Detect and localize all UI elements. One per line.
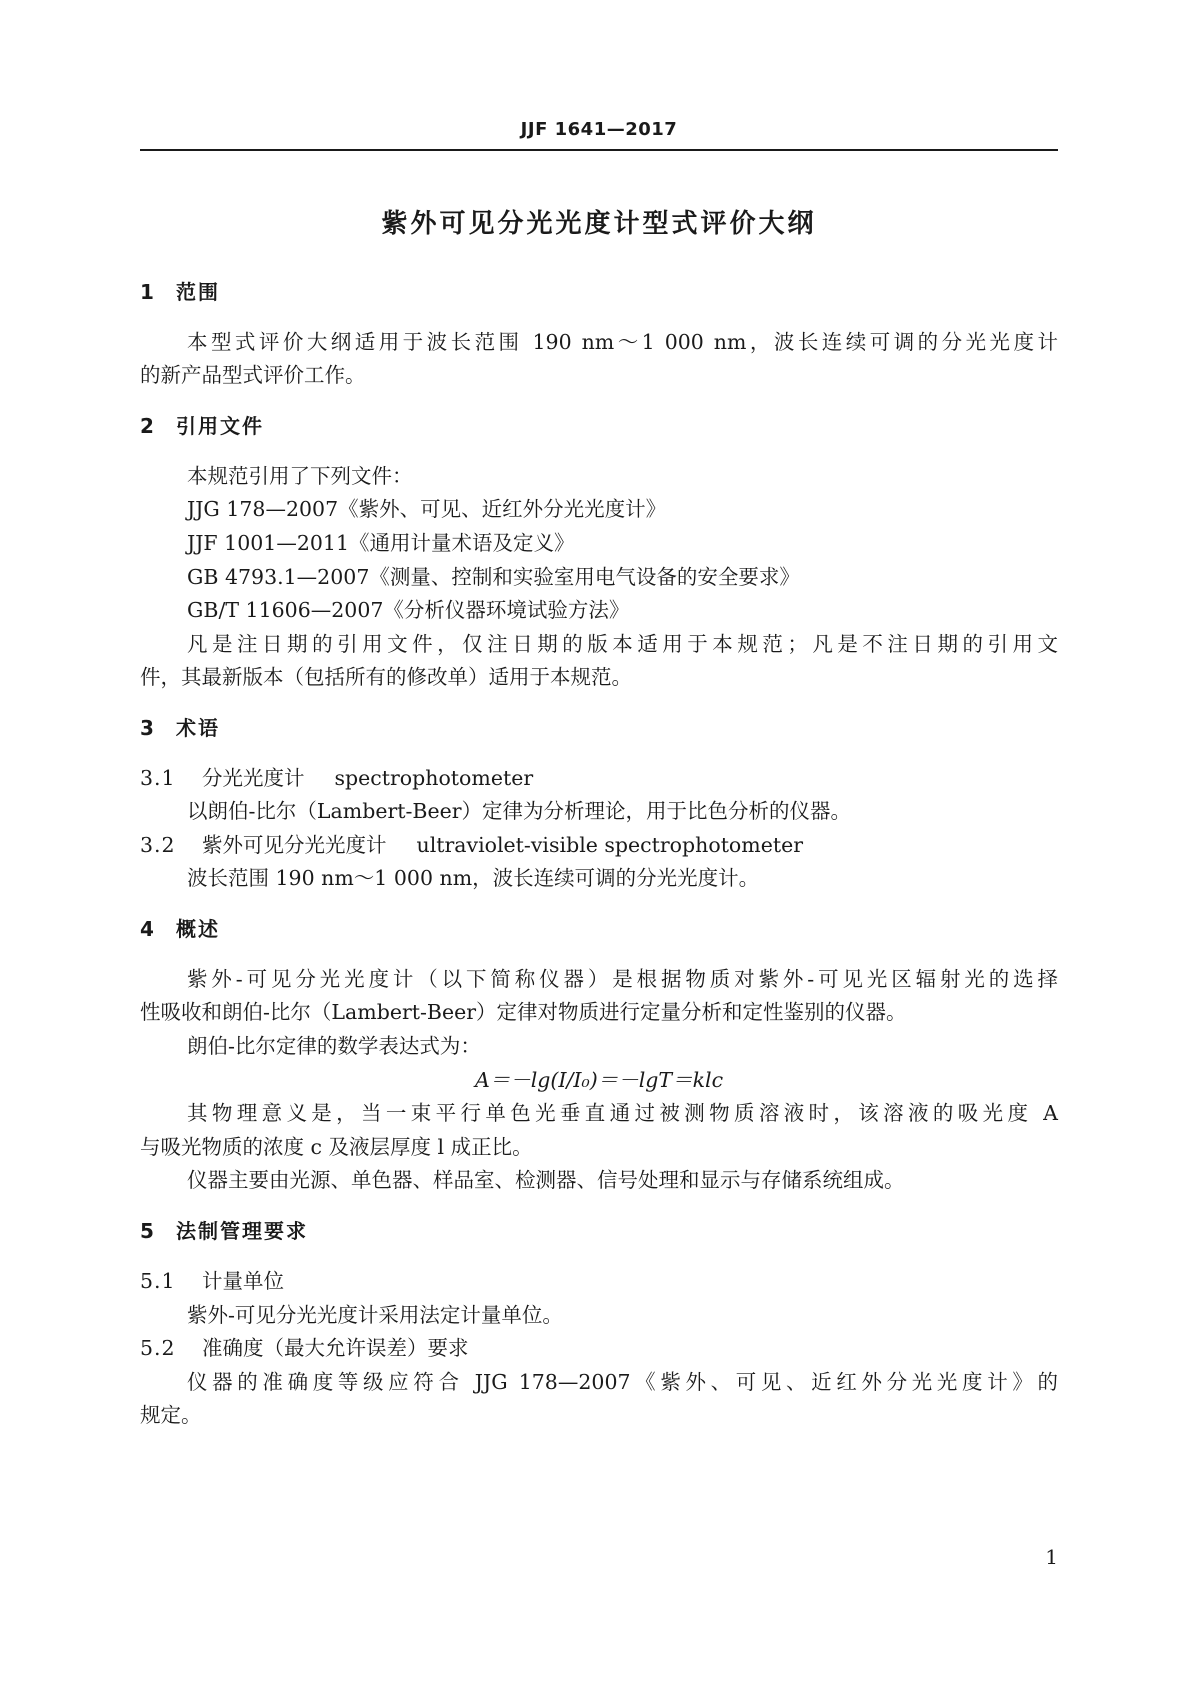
section-4-heading [140, 913, 220, 945]
term-3-1 [140, 762, 533, 794]
overview-paragraph-line: 其物理意义是，当一束平行单色光垂直通过被测物质溶液时，该溶液的吸光度 A [187, 1101, 1058, 1125]
clause-number: 5.1 [140, 1269, 176, 1293]
section-title: 概述 [176, 917, 220, 941]
reference-item: JJF 1001—2011《通用计量术语及定义》 [187, 531, 575, 555]
section-number: 2 [140, 414, 154, 438]
term-chinese: 分光光度计 [202, 766, 305, 790]
header-rule [140, 149, 1058, 151]
overview-paragraph-line: 性吸收和朗伯-比尔（Lambert-Beer）定律对物质进行定量分析和定性鉴别的仪器。 [140, 1000, 907, 1024]
clause-title: 准确度（最大允许误差）要求 [202, 1336, 469, 1360]
term-english: spectrophotometer [334, 766, 534, 790]
overview-paragraph-line: 仪器主要由光源、单色器、样品室、检测器、信号处理和显示与存储系统组成。 [187, 1168, 905, 1192]
section-title: 法制管理要求 [176, 1219, 308, 1243]
section-1-paragraph-line: 的新产品型式评价工作。 [140, 363, 366, 387]
section-3-heading [140, 712, 220, 744]
section-number: 4 [140, 917, 154, 941]
clause-text: 紫外-可见分光光度计采用法定计量单位。 [187, 1303, 563, 1327]
overview-paragraph-line: 与吸光物质的浓度 c 及液层厚度 l 成正比。 [140, 1135, 533, 1159]
document-code-header: JJF 1641—2017 [520, 119, 678, 140]
reference-item: GB 4793.1—2007《测量、控制和实验室用电气设备的安全要求》 [187, 565, 800, 589]
formula-intro: 朗伯-比尔定律的数学表达式为： [187, 1034, 481, 1058]
section-number: 1 [140, 280, 154, 304]
lambert-beer-formula: A＝－lg(I/I₀)＝－lgT＝klc [474, 1068, 724, 1092]
references-intro: 本规范引用了下列文件： [187, 464, 413, 488]
page-number: 1 [1045, 1545, 1058, 1569]
reference-item: JJG 178—2007《紫外、可见、近红外分光光度计》 [187, 497, 667, 521]
clause-text-line: 规定。 [140, 1403, 202, 1427]
overview-paragraph-line: 紫外-可见分光光度计（以下简称仪器）是根据物质对紫外-可见光区辐射光的选择 [187, 967, 1058, 991]
section-title: 引用文件 [176, 414, 264, 438]
term-definition: 波长范围 190 nm～1 000 nm，波长连续可调的分光光度计。 [187, 866, 760, 890]
references-note-line: 凡是注日期的引用文件，仅注日期的版本适用于本规范；凡是不注日期的引用文 [187, 632, 1058, 656]
section-1-paragraph-line: 本型式评价大纲适用于波长范围 190 nm～1 000 nm，波长连续可调的分光光度计 [187, 330, 1058, 354]
section-number: 5 [140, 1219, 154, 1243]
section-2-heading [140, 410, 264, 442]
term-3-2 [140, 829, 803, 861]
term-english: ultraviolet-visible spectrophotometer [416, 833, 804, 857]
clause-5-2 [140, 1332, 469, 1364]
term-definition: 以朗伯-比尔（Lambert-Beer）定律为分析理论，用于比色分析的仪器。 [187, 799, 852, 823]
clause-number: 5.2 [140, 1336, 176, 1360]
clause-5-1 [140, 1265, 284, 1297]
section-title: 范围 [176, 280, 220, 304]
clause-number: 3.2 [140, 833, 176, 857]
reference-item: GB/T 11606—2007《分析仪器环境试验方法》 [187, 598, 630, 622]
document-title: 紫外可见分光光度计型式评价大纲 [381, 209, 817, 239]
section-number: 3 [140, 716, 154, 740]
clause-number: 3.1 [140, 766, 176, 790]
term-chinese: 紫外可见分光光度计 [202, 833, 387, 857]
clause-text-line: 仪器的准确度等级应符合 JJG 178—2007《紫外、可见、近红外分光光度计》的 [187, 1370, 1058, 1394]
section-1-heading [140, 276, 220, 308]
clause-title: 计量单位 [202, 1269, 284, 1293]
section-5-heading [140, 1215, 308, 1247]
references-note-line: 件，其最新版本（包括所有的修改单）适用于本规范。 [140, 665, 632, 689]
section-title: 术语 [176, 716, 220, 740]
